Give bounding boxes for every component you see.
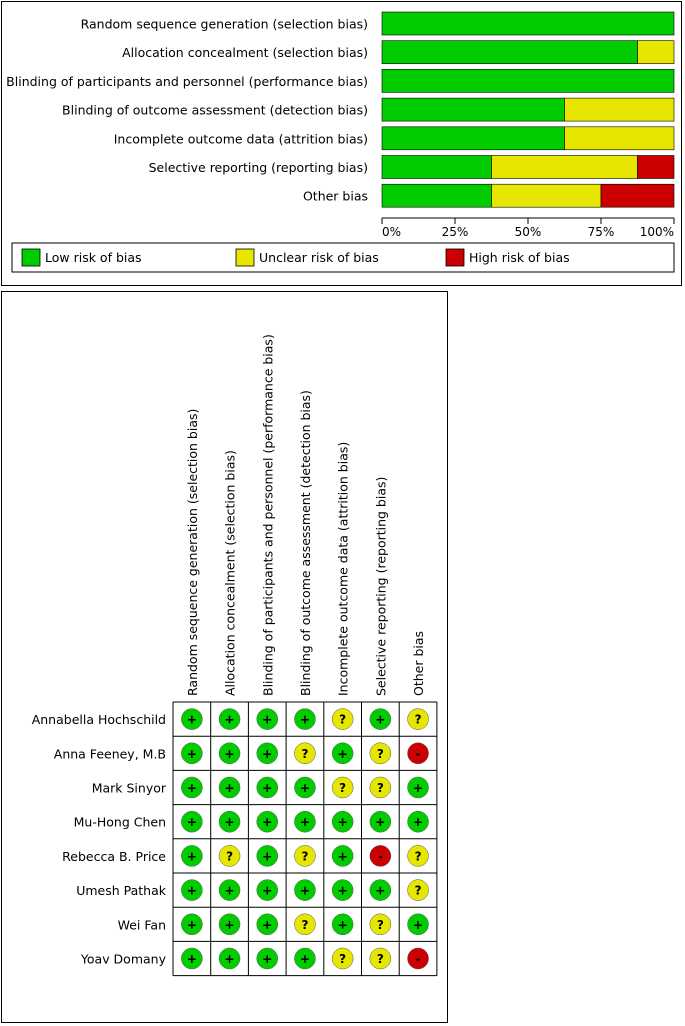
column-header-label: Allocation concealment (selection bias) [222, 450, 238, 696]
judgement-symbol: ? [376, 781, 384, 795]
study-label: Yoav Domany [80, 951, 166, 967]
judgement-symbol: ? [414, 712, 422, 727]
judgement-symbol: + [375, 882, 386, 898]
judgement-low-icon [257, 845, 278, 866]
judgement-symbol: + [262, 916, 273, 932]
judgement-symbol: + [262, 848, 273, 864]
judgement-unclear-icon [294, 914, 315, 935]
judgement-high-icon [408, 743, 429, 764]
judgement-symbol: + [186, 848, 198, 864]
legend-swatch-unclear [236, 249, 254, 266]
judgement-symbol: + [224, 916, 235, 932]
judgement-low-icon [219, 709, 240, 730]
column-header-label: Other bias [411, 630, 427, 696]
judgement-unclear-icon [332, 709, 353, 730]
judgement-symbol: + [186, 711, 198, 727]
bar-category-label: Other bias [302, 188, 368, 204]
bar-segment-low [382, 12, 674, 35]
judgement-symbol: ? [376, 952, 384, 966]
judgement-symbol: + [262, 745, 273, 761]
judgement-low-icon [257, 948, 278, 969]
judgement-low-icon [181, 743, 202, 764]
judgement-symbol: + [186, 814, 198, 830]
study-label: Anna Feeney, M.B [53, 746, 166, 762]
judgement-low-icon [332, 914, 353, 935]
judgement-symbol: + [262, 780, 273, 795]
study-label: Wei Fan [117, 917, 166, 933]
bar-category-label: Incomplete outcome data (attrition bias) [113, 131, 368, 147]
judgement-unclear-icon [294, 845, 315, 866]
x-axis-tick-label: 25% [441, 225, 469, 239]
judgement-symbol: - [415, 745, 421, 761]
judgement-low-icon [257, 811, 278, 832]
judgement-low-icon [294, 811, 315, 832]
judgement-low-icon [219, 777, 240, 798]
judgement-low-icon [219, 811, 240, 832]
judgement-unclear-icon [408, 880, 429, 901]
judgement-symbol: + [186, 882, 198, 898]
column-header-label: Selective reporting (reporting bias) [373, 476, 389, 696]
judgement-low-icon [219, 948, 240, 969]
judgement-low-icon [370, 880, 391, 901]
judgement-low-icon [408, 777, 429, 798]
judgement-low-icon [332, 743, 353, 764]
bar-segment-unclear [492, 156, 638, 179]
judgement-symbol: ? [301, 917, 309, 932]
study-label: Rebecca B. Price [62, 848, 166, 864]
judgement-symbol: + [337, 814, 348, 830]
x-axis-tick-label: 75% [587, 225, 615, 239]
bar-category-label: Blinding of participants and personnel (performance bias) [6, 73, 368, 89]
judgement-high-icon [370, 845, 391, 866]
judgement-symbol: + [412, 814, 424, 830]
column-header-label: Blinding of outcome assessment (detection bias) [297, 390, 313, 696]
judgement-unclear-icon [332, 777, 353, 798]
bar-segment-low [382, 156, 492, 179]
judgement-low-icon [294, 948, 315, 969]
judgement-low-icon [257, 914, 278, 935]
judgement-low-icon [219, 880, 240, 901]
bar-segment-unclear [565, 98, 675, 121]
judgement-low-icon [181, 845, 202, 866]
judgement-symbol: + [186, 745, 198, 761]
judgement-symbol: + [224, 780, 235, 795]
judgement-symbol: ? [339, 781, 347, 795]
judgement-symbol: + [262, 814, 273, 830]
judgement-symbol: + [224, 745, 235, 761]
bar-segment-low [382, 98, 565, 121]
judgement-symbol: + [262, 882, 273, 898]
judgement-symbol: ? [301, 849, 309, 864]
judgement-symbol: - [415, 951, 421, 966]
study-label: Annabella Hochschild [31, 712, 166, 728]
judgement-symbol: + [224, 882, 235, 898]
judgement-low-icon [181, 811, 202, 832]
judgement-unclear-icon [408, 709, 429, 730]
judgement-low-icon [181, 777, 202, 798]
judgement-low-icon [181, 914, 202, 935]
x-axis-tick-label: 100% [639, 225, 674, 239]
judgement-symbol: + [337, 848, 348, 864]
judgement-symbol: ? [301, 746, 309, 761]
judgement-low-icon [332, 811, 353, 832]
study-label: Mark Sinyor [91, 780, 166, 796]
judgement-symbol: + [262, 711, 273, 727]
judgement-symbol: + [337, 745, 348, 761]
x-axis-tick-label: 50% [514, 225, 542, 239]
judgement-low-icon [219, 743, 240, 764]
judgement-low-icon [408, 914, 429, 935]
legend-swatch-low [22, 249, 40, 266]
bar-category-label: Blinding of outcome assessment (detection bias) [62, 102, 368, 118]
judgement-unclear-icon [294, 743, 315, 764]
judgement-low-icon [370, 709, 391, 730]
judgement-low-icon [181, 948, 202, 969]
judgement-low-icon [370, 811, 391, 832]
bar-category-label: Allocation concealment (selection bias) [122, 45, 368, 61]
judgement-symbol: ? [414, 883, 422, 898]
judgement-unclear-icon [370, 743, 391, 764]
judgement-low-icon [257, 709, 278, 730]
judgement-low-icon [257, 880, 278, 901]
judgement-low-icon [181, 709, 202, 730]
judgement-unclear-icon [370, 914, 391, 935]
judgement-symbol: + [412, 780, 424, 795]
judgement-symbol: + [186, 951, 198, 966]
judgement-symbol: + [299, 814, 311, 830]
bar-segment-high [638, 156, 675, 179]
study-label: Mu-Hong Chen [73, 814, 166, 830]
column-header-label: Blinding of participants and personnel (performance bias) [260, 334, 276, 696]
judgement-symbol: + [224, 711, 235, 727]
judgement-symbol: + [375, 814, 386, 830]
legend-label: Unclear risk of bias [259, 250, 379, 265]
judgement-symbol: + [337, 916, 348, 932]
risk-of-bias-grid [2, 292, 447, 1022]
judgement-symbol: + [224, 814, 235, 830]
judgement-high-icon [408, 948, 429, 969]
bar-category-label: Selective reporting (reporting bias) [148, 160, 368, 175]
judgement-low-icon [257, 743, 278, 764]
legend-label: Low risk of bias [45, 250, 142, 265]
bar-segment-unclear [492, 184, 602, 207]
bar-segment-unclear [638, 41, 675, 64]
legend-label: High risk of bias [469, 250, 570, 265]
judgement-symbol: + [299, 951, 311, 966]
judgement-unclear-icon [408, 845, 429, 866]
bar-segment-unclear [565, 127, 675, 150]
column-header-label: Random sequence generation (selection bias) [184, 408, 200, 696]
judgement-symbol: ? [376, 746, 384, 761]
judgement-symbol: + [262, 951, 273, 966]
judgement-unclear-icon [332, 948, 353, 969]
judgement-symbol: ? [414, 849, 422, 864]
risk-of-bias-bar-chart [2, 2, 681, 285]
bar-segment-low [382, 41, 638, 64]
judgement-low-icon [294, 880, 315, 901]
judgement-unclear-icon [370, 948, 391, 969]
judgement-low-icon [332, 845, 353, 866]
judgement-symbol: + [299, 711, 311, 727]
judgement-symbol: + [375, 711, 386, 727]
judgement-symbol: ? [226, 849, 234, 864]
judgement-symbol: + [186, 780, 198, 795]
judgement-symbol: + [337, 882, 348, 898]
bar-segment-high [601, 184, 674, 207]
judgement-symbol: ? [339, 952, 347, 966]
judgement-low-icon [332, 880, 353, 901]
judgement-symbol: ? [339, 712, 347, 727]
bar-category-label: Random sequence generation (selection bias) [80, 16, 368, 32]
judgement-symbol: + [186, 916, 198, 932]
study-label: Umesh Pathak [76, 883, 166, 899]
column-header-label: Incomplete outcome data (attrition bias) [335, 441, 351, 696]
judgement-unclear-icon [219, 845, 240, 866]
risk-of-bias-summary-chart [1, 1, 682, 286]
judgement-symbol: ? [376, 917, 384, 932]
judgement-symbol: - [377, 848, 383, 864]
judgement-symbol: + [224, 951, 235, 966]
judgement-low-icon [294, 709, 315, 730]
bar-segment-low [382, 127, 565, 150]
judgement-unclear-icon [370, 777, 391, 798]
judgement-low-icon [257, 777, 278, 798]
judgement-symbol: + [299, 882, 311, 898]
legend-swatch-high [446, 249, 464, 266]
risk-of-bias-graph-table [1, 291, 448, 1023]
bar-segment-low [382, 184, 492, 207]
judgement-low-icon [408, 811, 429, 832]
bar-segment-low [382, 69, 674, 92]
judgement-low-icon [294, 777, 315, 798]
judgement-low-icon [181, 880, 202, 901]
x-axis-tick-label: 0% [382, 225, 402, 239]
judgement-low-icon [219, 914, 240, 935]
judgement-symbol: + [412, 916, 424, 932]
judgement-symbol: + [299, 780, 311, 795]
